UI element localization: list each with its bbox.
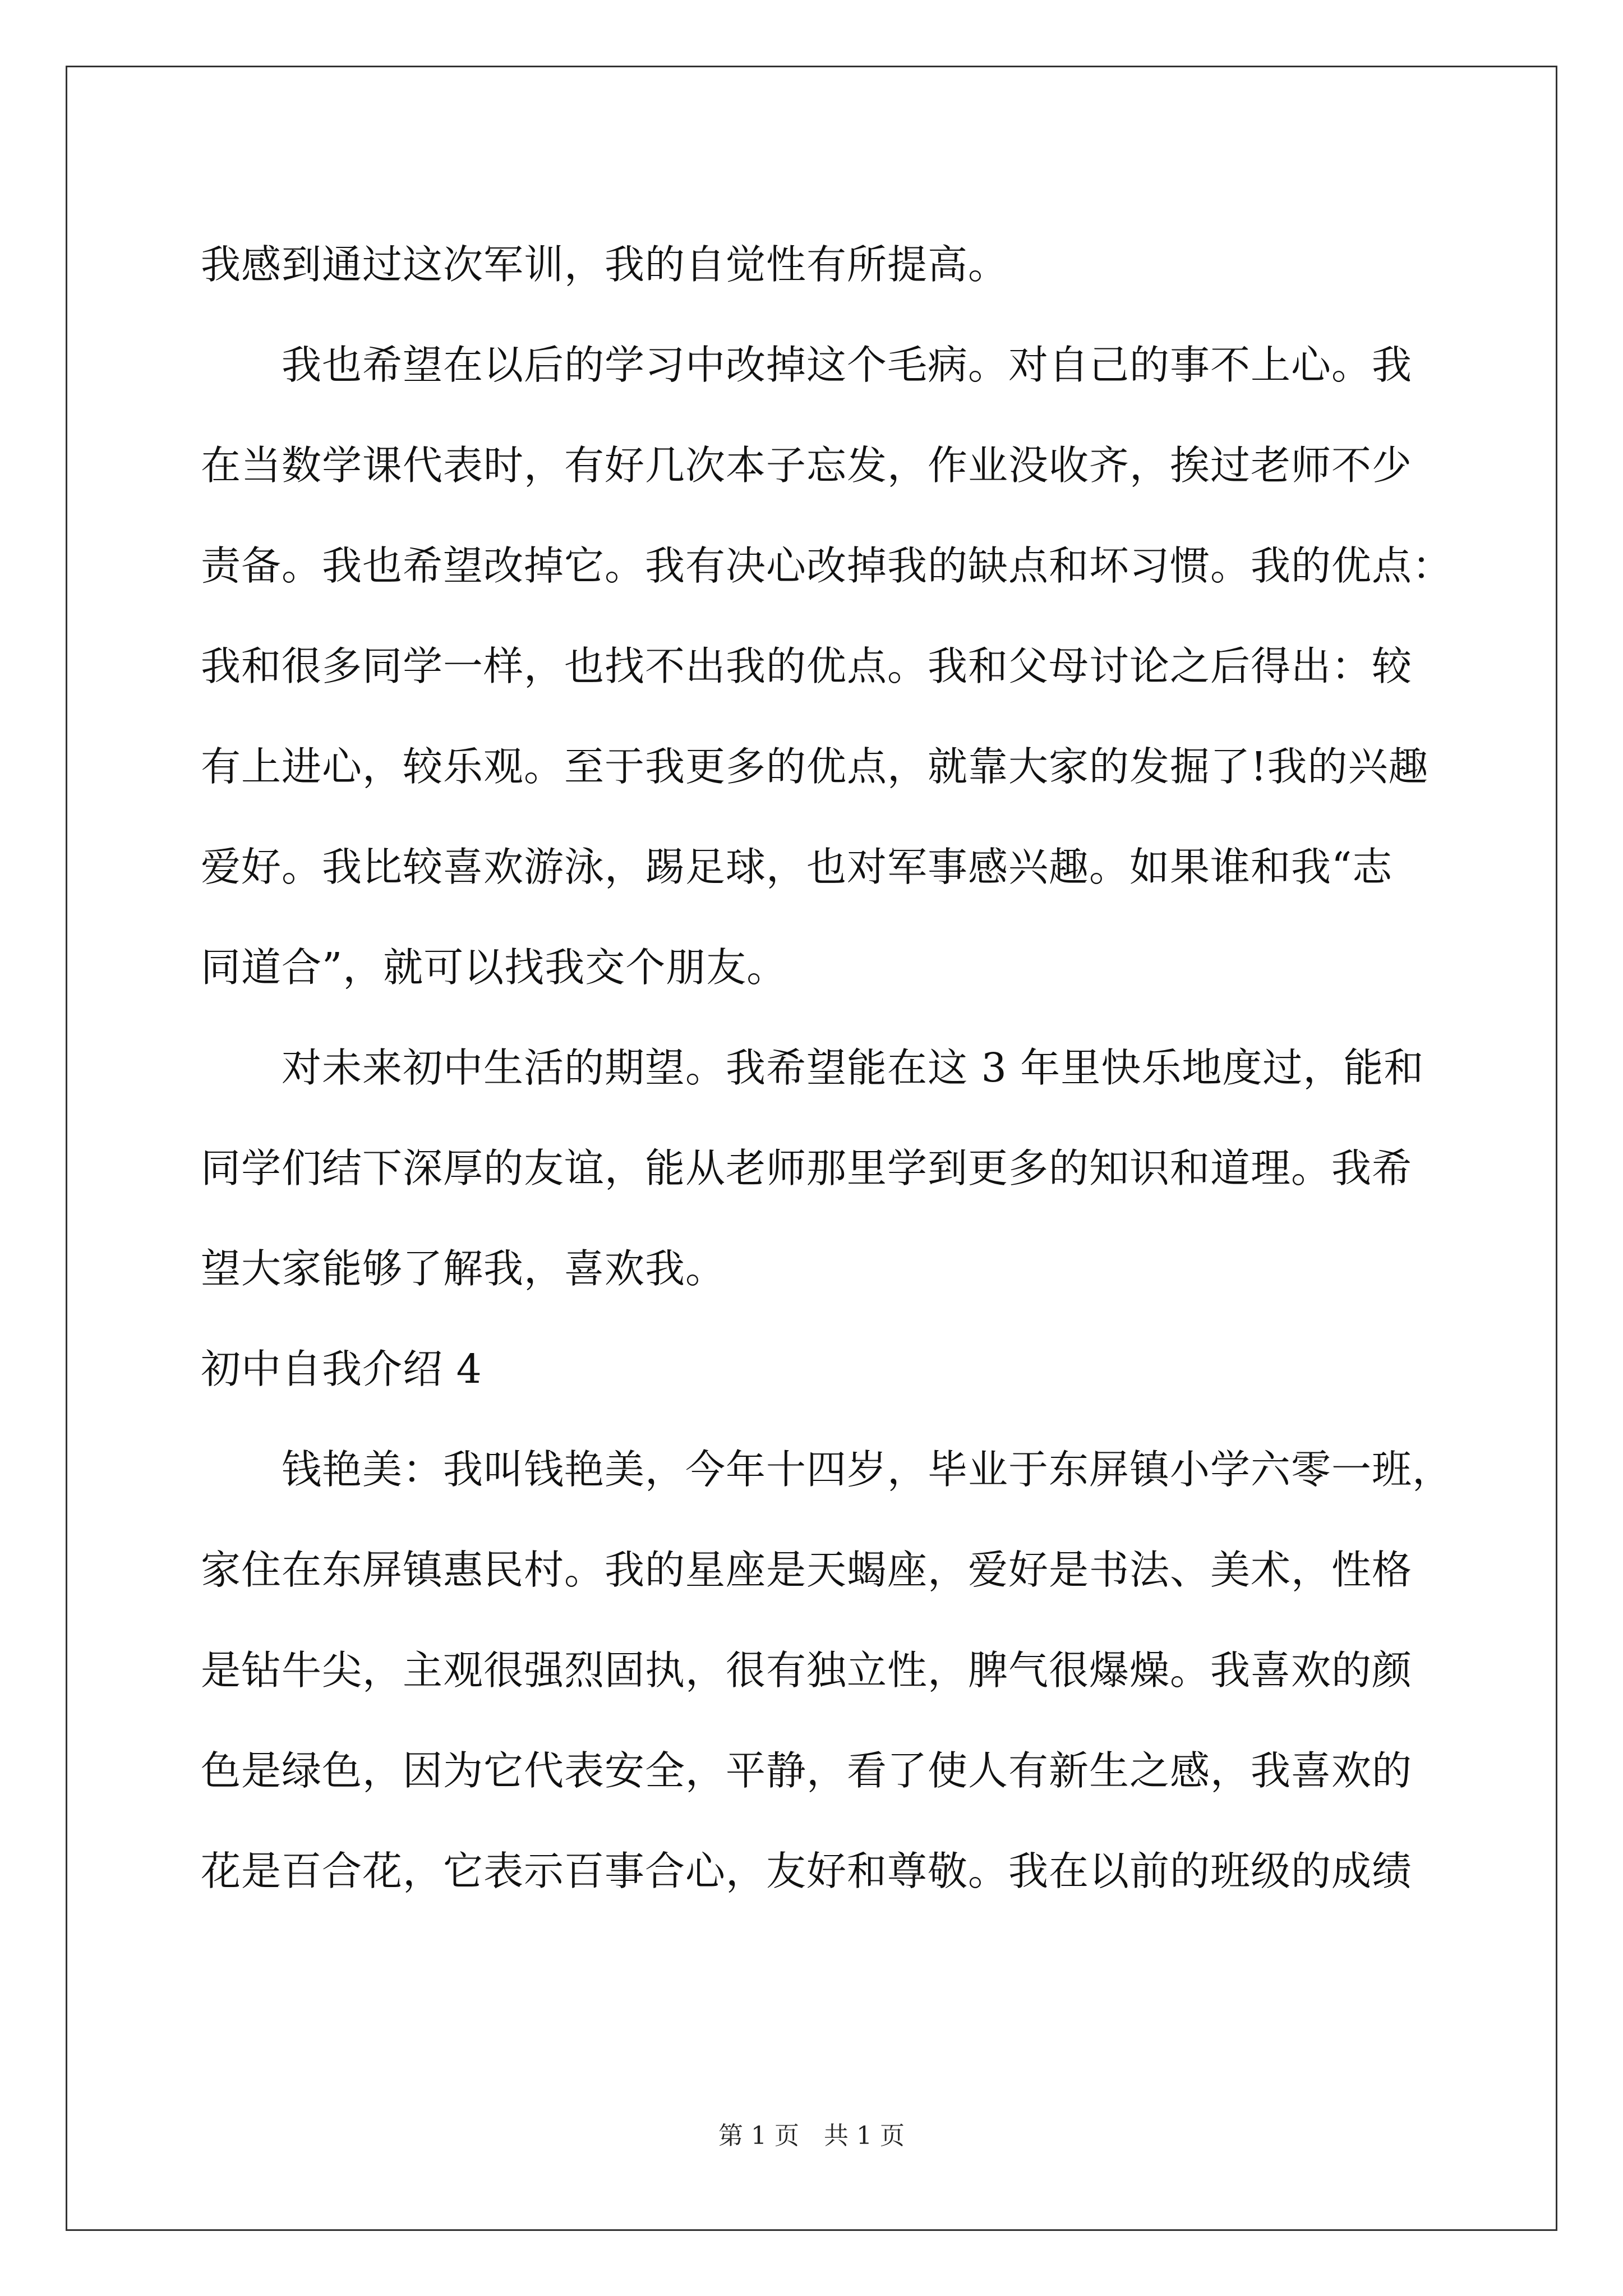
page-number-footer: 第 1 页 共 1 页 xyxy=(718,2122,905,2150)
text-line: 同道合”，就可以找我交个朋友。 xyxy=(201,944,787,991)
text-line: 在当数学课代表时，有好几次本子忘发，作业没收齐，挨过老师不少 xyxy=(201,442,1413,489)
text-line: 我也希望在以后的学习中改掉这个毛病。对自己的事不上心。我 xyxy=(201,342,1413,388)
text-line: 色是绿色，因为它代表安全，平静，看了使人有新生之感，我喜欢的 xyxy=(201,1747,1413,1794)
text-line: 望大家能够了解我，喜欢我。 xyxy=(201,1245,726,1292)
text-line: 是钻牛尖，主观很强烈固执，很有独立性，脾气很爆燥。我喜欢的颜 xyxy=(201,1647,1413,1694)
text-line: 责备。我也希望改掉它。我有决心改掉我的缺点和坏习惯。我的优点： xyxy=(201,542,1453,589)
document-body xyxy=(201,214,1453,1921)
text-line: 钱艳美：我叫钱艳美，今年十四岁，毕业于东屏镇小学六零一班， xyxy=(201,1446,1453,1493)
text-line: 家住在东屏镇惠民村。我的星座是天蝎座，爱好是书法、美术，性格 xyxy=(201,1547,1413,1593)
text-line: 我感到通过这次军训，我的自觉性有所提高。 xyxy=(201,241,1009,288)
section-heading: 初中自我介绍 4 xyxy=(201,1346,482,1392)
text-line: 花是百合花，它表示百事合心，友好和尊敬。我在以前的班级的成绩 xyxy=(201,1848,1413,1894)
text-line: 爱好。我比较喜欢游泳，踢足球，也对军事感兴趣。如果谁和我“志 xyxy=(201,844,1393,890)
text-line: 同学们结下深厚的友谊，能从老师那里学到更多的知识和道理。我希 xyxy=(201,1145,1413,1191)
text-line: 有上进心，较乐观。至于我更多的优点，就靠大家的发掘了!我的兴趣 xyxy=(201,743,1429,790)
text-line: 对未来初中生活的期望。我希望能在这 3 年里快乐地度过，能和 xyxy=(201,1045,1424,1091)
text-line: 我和很多同学一样，也找不出我的优点。我和父母讨论之后得出：较 xyxy=(201,643,1413,689)
